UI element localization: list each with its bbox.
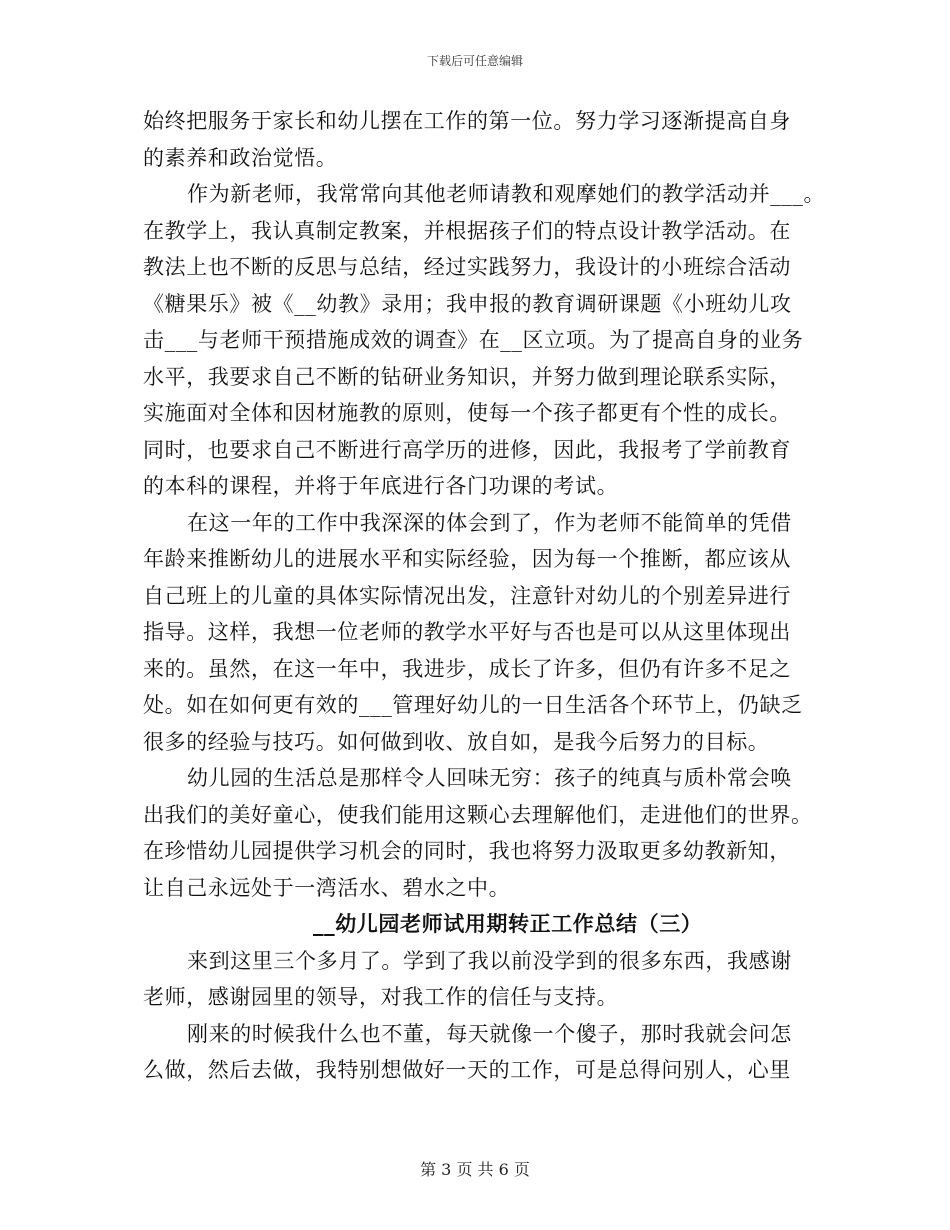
paragraph-start: 在这一年的工作中我深深的体会到了，作为老师不能简单的凭借 xyxy=(187,510,792,535)
text-line: 教法上也不断的反思与总结，经过实践努力，我设计的小班综合活动 xyxy=(143,255,791,279)
page-footer: 第 3 页 共 6 页 xyxy=(420,1160,530,1179)
text-line: 出我们的美好童心，使我们能用这颗心去理解他们，走进他们的世界。 xyxy=(143,802,813,827)
text-line: 的素养和政治觉悟。 xyxy=(143,145,338,170)
text-line: 《糖果乐》被《__幼教》录用；我申报的教育调研课题《小班幼儿攻 xyxy=(143,291,792,316)
paragraph-start: 刚来的时候我什么也不董，每天就像一个傻子，那时我就会问怎 xyxy=(187,1021,792,1046)
text-line: 处。如在如何更有效的___管理好幼儿的一日生活各个环节上，仍缺乏 xyxy=(143,693,803,717)
text-line: 指导。这样，我想一位老师的教学水平好与否也是可以从这里体现出 xyxy=(143,620,791,644)
text-line: 水平，我要求自己不断的钻研业务知识，并努力做到理论联系实际， xyxy=(143,364,791,389)
text-line: 很多的经验与技巧。如何做到收、放自如，是我今后努力的目标。 xyxy=(143,729,770,754)
text-line: 击___与老师干预措施成效的调查》在__区立项。为了提高自身的业务 xyxy=(143,328,804,352)
text-line: 同时，也要求自己不断进行高学历的进修，因此，我报考了学前教育 xyxy=(143,437,791,462)
text-line: 老师，感谢园里的领导，对我工作的信任与支持。 xyxy=(143,985,619,1009)
paragraph-start: 作为新老师，我常常向其他老师请教和观摩她们的教学活动并___。 xyxy=(187,182,826,206)
text-line: 在珍惜幼儿园提供学习机会的同时，我也将努力汲取更多幼教新知， xyxy=(143,839,791,863)
text-line: 实施面对全体和因材施教的原则，使每一个孩子都更有个性的成长。 xyxy=(143,401,791,425)
section-heading: __幼儿园老师试用期转正工作总结（三） xyxy=(313,911,703,936)
paragraph-start: 来到这里三个多月了。学到了我以前没学到的很多东西，我感谢 xyxy=(187,948,792,973)
text-line: 让自己永远处于一湾活水、碧水之中。 xyxy=(143,875,511,900)
text-line: 自己班上的儿童的具体实际情况出发，注意针对幼儿的个别差异进行 xyxy=(143,583,791,608)
text-line: 么做，然后去做，我特别想做好一天的工作，可是总得问别人，心里 xyxy=(143,1058,791,1082)
paragraph-start: 幼儿园的生活总是那样令人回味无穷：孩子的纯真与质朴常会唤 xyxy=(187,766,792,790)
page-header: 下载后可任意编辑 xyxy=(426,54,523,68)
text-line: 的本科的课程，并将于年底进行各门功课的考试。 xyxy=(143,474,619,498)
text-line: 来的。虽然，在这一年中，我进步，成长了许多，但仍有许多不足之 xyxy=(143,656,791,681)
text-line: 在教学上，我认真制定教案，并根据孩子们的特点设计教学活动。在 xyxy=(143,218,791,243)
text-line: 年龄来推断幼儿的进展水平和实际经验，因为每一个推断，都应该从 xyxy=(143,547,791,571)
text-line: 始终把服务于家长和幼儿摆在工作的第一位。努力学习逐渐提高自身 xyxy=(143,109,791,133)
document-body xyxy=(143,103,833,1089)
